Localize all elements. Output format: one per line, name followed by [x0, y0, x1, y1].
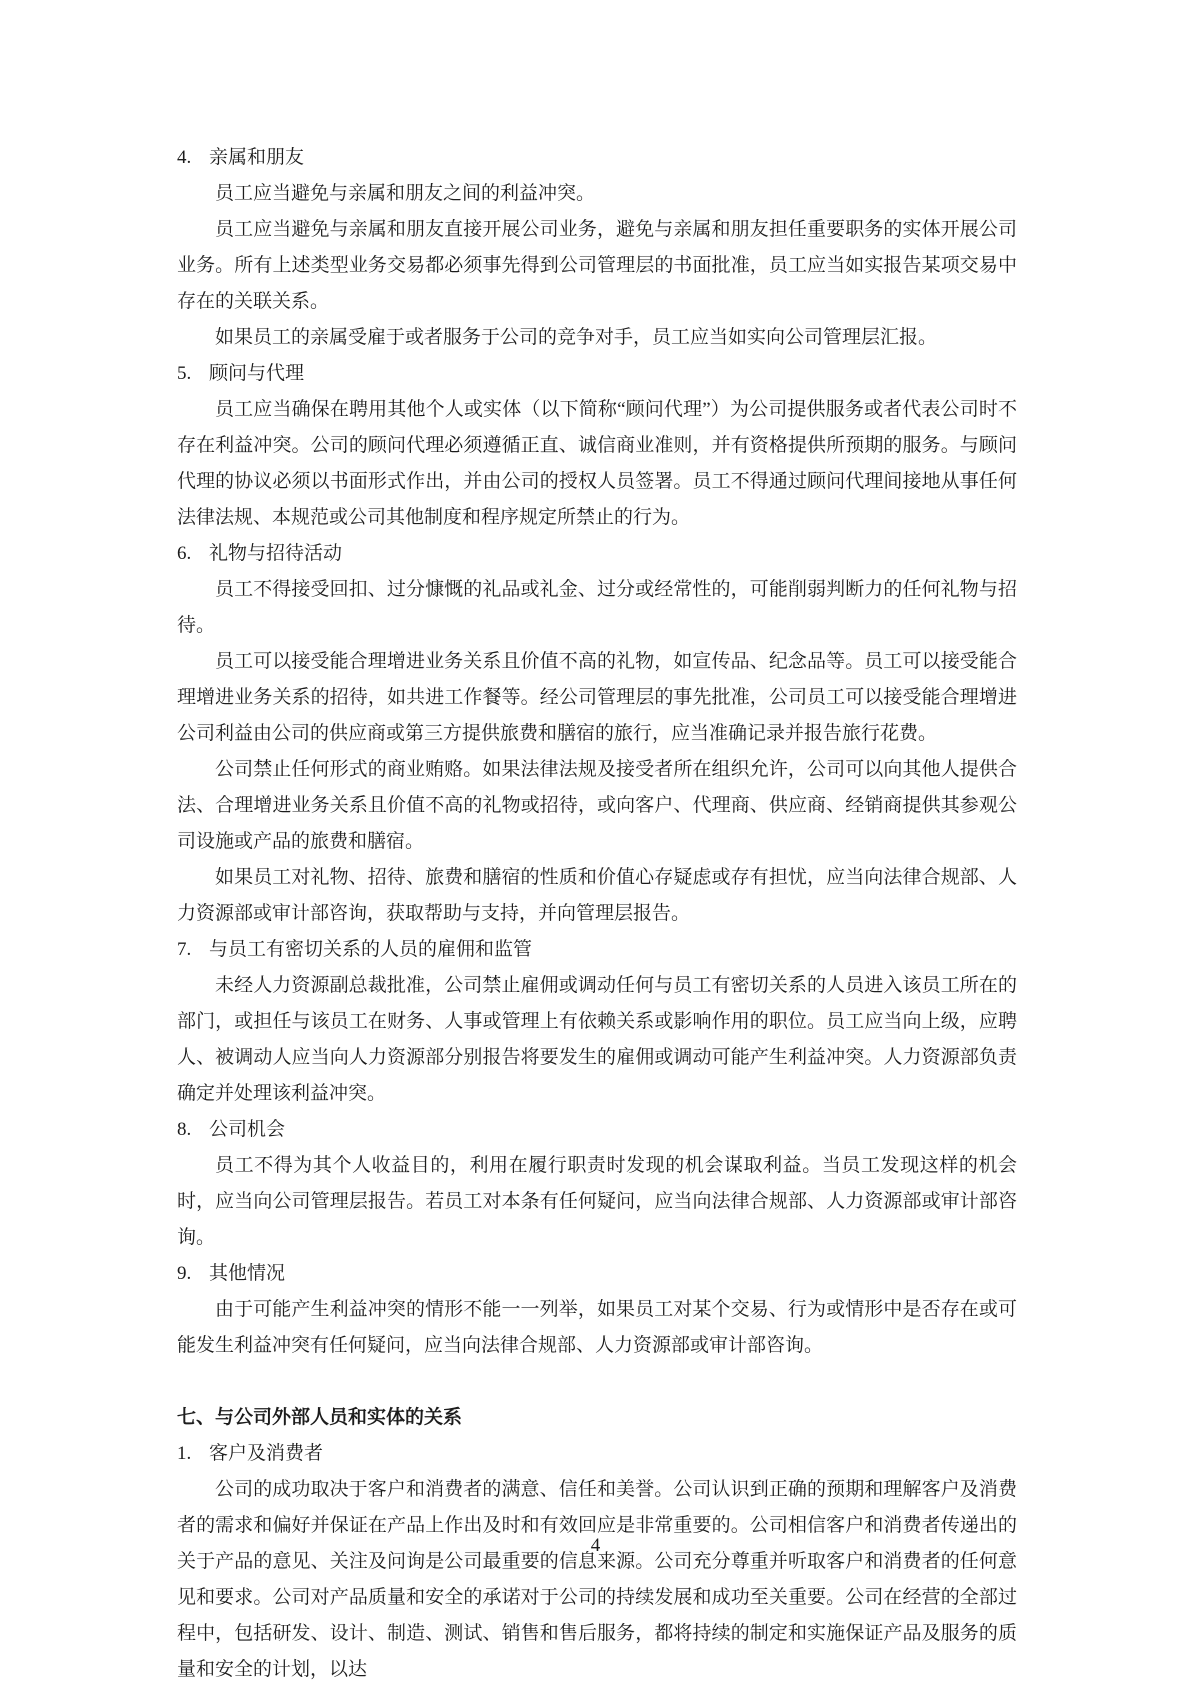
item-title: 礼物与招待活动 [209, 543, 343, 564]
list-item-5 [177, 356, 1017, 392]
item-number: 4. [177, 147, 192, 168]
list-item-1 [177, 1436, 1017, 1472]
list-item-4 [177, 140, 1017, 176]
item-number: 6. [177, 543, 192, 564]
item-number: 1. [177, 1443, 192, 1464]
page-number: 4 [590, 1535, 601, 1556]
item-number: 7. [177, 939, 192, 960]
item-title: 客户及消费者 [209, 1443, 324, 1464]
item-title: 与员工有密切关系的人员的雇佣和监管 [209, 939, 533, 960]
document-content [177, 140, 1017, 1684]
paragraph: 员工应当确保在聘用其他个人或实体（以下简称“顾问代理”）为公司提供服务或者代表公司时不存在利益冲突。公司的顾问代理必须遵循正直、诚信商业准则，并有资格提供所预期的服务。与顾问代理的协议必须以书面形式作出，并由公司的授权人员签署。员工不得通过顾问代理间接地从事任何法律法规、本规范或公司其他制度和程序规定所禁止的行为。 [177, 399, 1017, 528]
item-title: 顾问与代理 [209, 363, 305, 384]
chapter-heading-text: 七、与公司外部人员和实体的关系 [177, 1407, 463, 1428]
paragraph: 未经人力资源副总裁批准，公司禁止雇佣或调动任何与员工有密切关系的人员进入该员工所在的部门，或担任与该员工在财务、人事或管理上有依赖关系或影响作用的职位。员工应当向上级，应聘人、被调动人应当向人力资源部分别报告将要发生的雇佣或调动可能产生利益冲突。人力资源部负责确定并处理该利益冲突。 [177, 975, 1017, 1104]
list-item-9 [177, 1256, 1017, 1292]
paragraph: 由于可能产生利益冲突的情形不能一一列举，如果员工对某个交易、行为或情形中是否存在或可能发生利益冲突有任何疑问，应当向法律合规部、人力资源部或审计部咨询。 [177, 1299, 1017, 1356]
item-title: 公司机会 [209, 1119, 286, 1140]
paragraph: 员工可以接受能合理增进业务关系且价值不高的礼物，如宣传品、纪念品等。员工可以接受能合理增进业务关系的招待，如共进工作餐等。经公司管理层的事先批准，公司员工可以接受能合理增进公司利益由公司的供应商或第三方提供旅费和膳宿的旅行，应当准确记录并报告旅行花费。 [177, 651, 1017, 744]
chapter-heading [177, 1400, 1017, 1436]
paragraph: 员工不得接受回扣、过分慷慨的礼品或礼金、过分或经常性的，可能削弱判断力的任何礼物与招待。 [177, 579, 1017, 636]
item-title: 其他情况 [209, 1263, 286, 1284]
paragraph: 公司禁止任何形式的商业贿赂。如果法律法规及接受者所在组织允许，公司可以向其他人提供合法、合理增进业务关系且价值不高的礼物或招待，或向客户、代理商、供应商、经销商提供其参观公司设施或产品的旅费和膳宿。 [177, 759, 1017, 852]
paragraph: 如果员工对礼物、招待、旅费和膳宿的性质和价值心存疑虑或存有担忧，应当向法律合规部、人力资源部或审计部咨询，获取帮助与支持，并向管理层报告。 [177, 867, 1017, 924]
paragraph: 员工不得为其个人收益目的，利用在履行职责时发现的机会谋取利益。当员工发现这样的机会时，应当向公司管理层报告。若员工对本条有任何疑问，应当向法律合规部、人力资源部或审计部咨询。 [177, 1155, 1017, 1248]
item-title: 亲属和朋友 [209, 147, 305, 168]
paragraph: 员工应当避免与亲属和朋友之间的利益冲突。 [215, 183, 596, 204]
paragraph: 公司的成功取决于客户和消费者的满意、信任和美誉。公司认识到正确的预期和理解客户及消费者的需求和偏好并保证在产品上作出及时和有效回应是非常重要的。公司相信客户和消费者传递出的关于产品的意见、关注及问询是公司最重要的信息来源。公司充分尊重并听取客户和消费者的任何意见和要求。公司对产品质量和安全的承诺对于公司的持续发展和成功至关重要。公司在经营的全部过程中，包括研发、设计、制造、测试、销售和售后服务，都将持续的制定和实施保证产品及服务的质量和安全的计划，以达 [177, 1479, 1017, 1680]
list-item-6 [177, 536, 1017, 572]
item-number: 9. [177, 1263, 192, 1284]
item-number: 5. [177, 363, 192, 384]
item-number: 8. [177, 1119, 192, 1140]
paragraph: 如果员工的亲属受雇于或者服务于公司的竞争对手，员工应当如实向公司管理层汇报。 [215, 327, 938, 348]
list-item-7 [177, 932, 1017, 968]
paragraph: 员工应当避免与亲属和朋友直接开展公司业务，避免与亲属和朋友担任重要职务的实体开展公司业务。所有上述类型业务交易都必须事先得到公司管理层的书面批准，员工应当如实报告某项交易中存在的关联关系。 [177, 219, 1017, 312]
list-item-8 [177, 1112, 1017, 1148]
